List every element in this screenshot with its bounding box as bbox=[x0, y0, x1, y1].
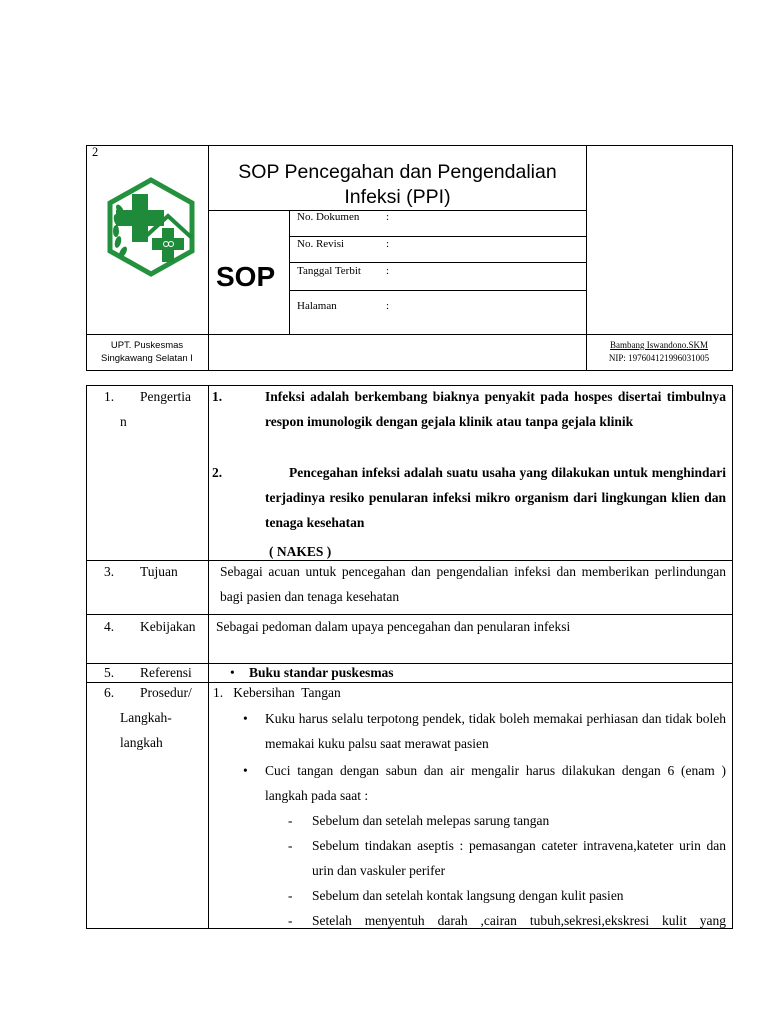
row3-number: 3. bbox=[104, 564, 115, 579]
dash-item-2: Sebelum tindakan aseptis : pemasangan cateter intravena,kateter urin dan urin dan vaskuler perifer bbox=[312, 838, 726, 878]
row6-heading: 1. Kebersihan Tangan bbox=[213, 685, 341, 700]
signer-nip: NIP: 197604121996031005 bbox=[608, 353, 710, 363]
dash-icon: - bbox=[288, 813, 293, 828]
title-line-1: SOP Pencegahan dan Pengendalian bbox=[238, 161, 557, 183]
row1-number: 1. bbox=[104, 389, 115, 404]
dash-icon: - bbox=[288, 888, 293, 903]
field-no-dokumen-sep: : bbox=[386, 211, 390, 223]
org-line-1: UPT. Puskesmas bbox=[110, 340, 184, 351]
row6-label-line1: Prosedur/ bbox=[140, 685, 192, 700]
title-line-2: Infeksi (PPI) bbox=[344, 186, 451, 208]
field-no-revisi-label: No. Revisi bbox=[297, 238, 345, 250]
field-tanggal-terbit-sep: : bbox=[386, 265, 390, 277]
signer-block bbox=[586, 339, 732, 365]
item1-text: Infeksi adalah berkembang biaknya penyakit pada hospes disertai timbulnya respon imunologik dengan gejala klinik atau tanpa gejala klinik bbox=[265, 389, 726, 429]
row6-number: 6. bbox=[104, 685, 115, 700]
nakes-note: ( NAKES ) bbox=[269, 544, 332, 559]
item2-number: 2. bbox=[212, 465, 223, 480]
item2-text: Pencegahan infeksi adalah suatu usaha yang dilakukan untuk menghindari terjadinya resiko penularan infeksi mikro organism dari lingkungan klien dan tenaga kesehatan bbox=[265, 465, 726, 530]
row5-label: Referensi bbox=[140, 665, 192, 680]
item1-number: 1. bbox=[212, 389, 223, 404]
field-halaman-label: Halaman bbox=[297, 300, 337, 312]
bullet-icon: • bbox=[230, 665, 235, 680]
row4-label: Kebijakan bbox=[140, 619, 196, 634]
row4-text: Sebagai pedoman dalam upaya pencegahan dan penularan infeksi bbox=[216, 619, 571, 634]
row5-number: 5. bbox=[104, 665, 115, 680]
sop-label: SOP bbox=[216, 261, 276, 292]
row3-label: Tujuan bbox=[140, 564, 178, 579]
row3-text: Sebagai acuan untuk pencegahan dan pengendalian infeksi dan memberikan perlindungan bagi pasien dan tenaga kesehatan bbox=[220, 564, 726, 604]
row1-label-line1: Pengertia bbox=[140, 389, 191, 404]
field-tanggal-terbit-label: Tanggal Terbit bbox=[297, 265, 361, 277]
field-halaman-sep: : bbox=[386, 300, 390, 312]
document-title bbox=[208, 160, 587, 210]
signer-name: Bambang Iswandono.SKM bbox=[610, 340, 708, 350]
row5-bullet-text: Buku standar puskesmas bbox=[249, 665, 394, 680]
page-number: 2 bbox=[92, 145, 99, 159]
dash-item-3: Sebelum dan setelah kontak langsung dengan kulit pasien bbox=[312, 888, 624, 903]
dash-icon: - bbox=[288, 913, 293, 928]
dash-icon: - bbox=[288, 838, 293, 853]
row6-bullet1: Kuku harus selalu terpotong pendek, tidak boleh memakai perhiasan dan tidak boleh memakai kuku palsu saat merawat pasien bbox=[265, 711, 726, 751]
bullet-icon: • bbox=[243, 763, 248, 778]
row6-bullet2: Cuci tangan dengan sabun dan air mengalir harus dilakukan dengan 6 (enam ) langkah pada saat : bbox=[265, 763, 726, 803]
dash-item-4: Setelah menyentuh darah ,cairan tubuh,sekresi,ekskresi kulit yang bbox=[312, 913, 726, 928]
dash-item-1: Sebelum dan setelah melepas sarung tangan bbox=[312, 813, 550, 828]
field-no-dokumen-label: No. Dokumen bbox=[297, 211, 360, 223]
row6-label-line2: Langkah- bbox=[120, 710, 172, 725]
row1-label-line2: n bbox=[120, 414, 127, 429]
field-no-revisi-sep: : bbox=[386, 238, 390, 250]
organization-name bbox=[86, 339, 208, 365]
row6-label-line3: langkah bbox=[120, 735, 163, 750]
bullet-icon: • bbox=[243, 711, 248, 726]
puskesmas-logo bbox=[100, 176, 202, 278]
org-line-2: Singkawang Selatan I bbox=[101, 353, 193, 364]
row4-number: 4. bbox=[104, 619, 115, 634]
